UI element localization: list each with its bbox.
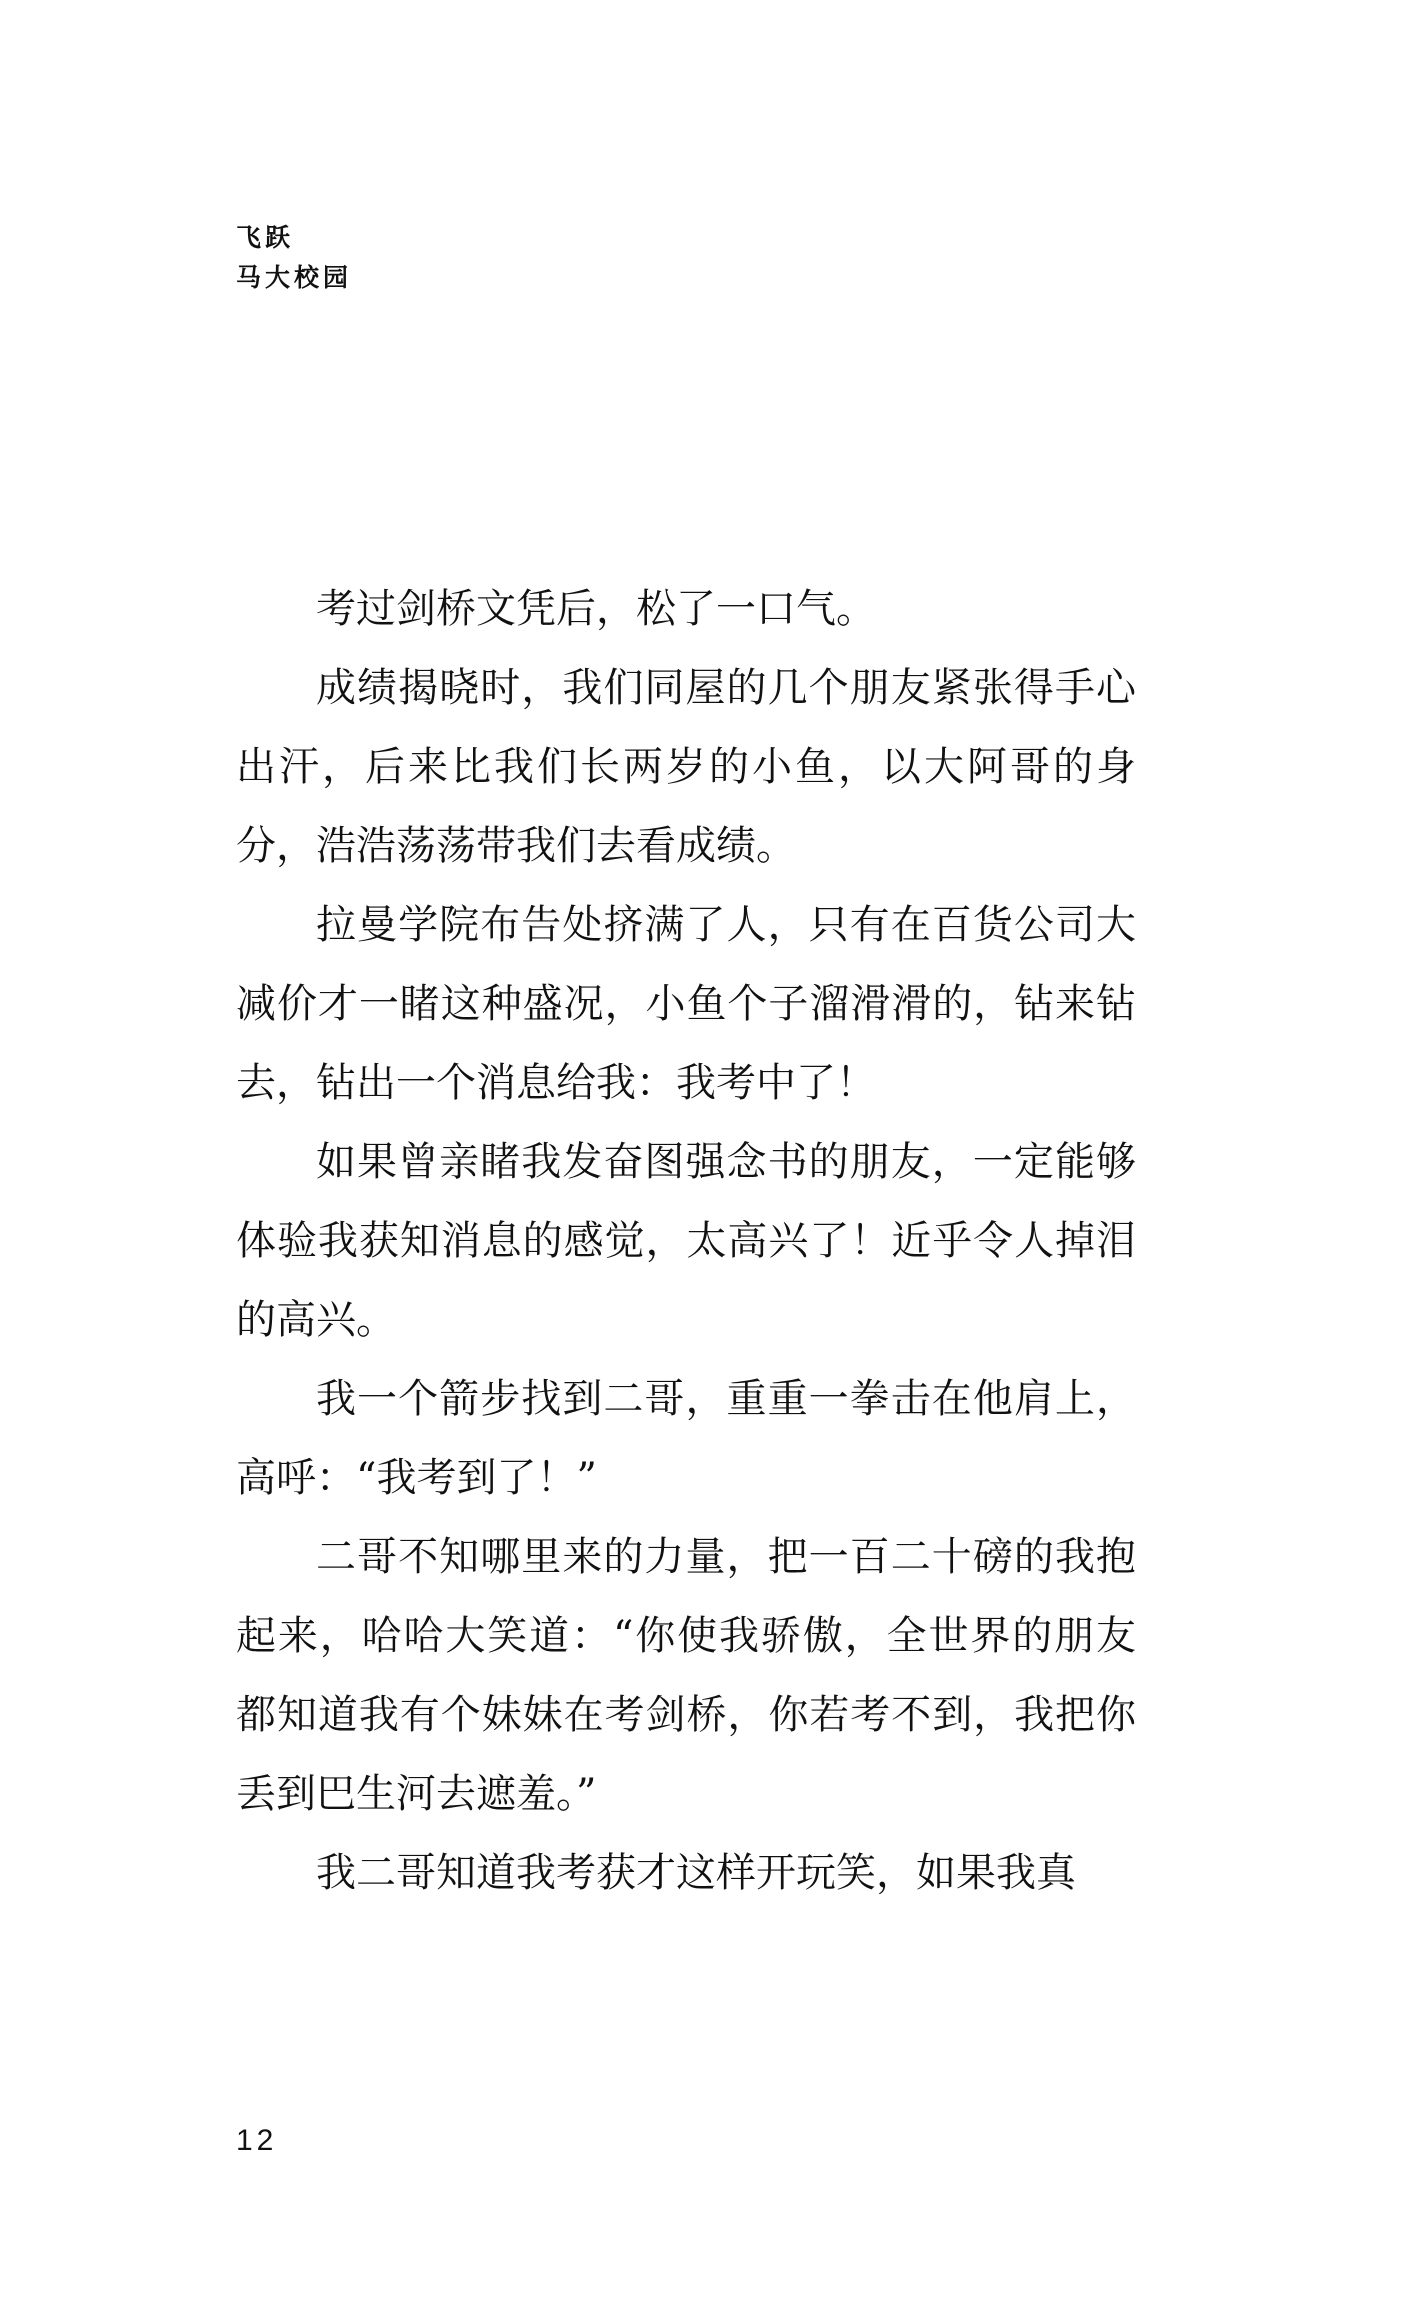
paragraph-5: 我一个箭步找到二哥，重重一拳击在他肩上，高呼：“我考到了！” [236, 1376, 1136, 1501]
paragraph-1: 考过剑桥文凭后，松了一口气。 [316, 586, 876, 632]
paragraph-3: 拉曼学院布告处挤满了人，只有在百货公司大减价才一睹这种盛况，小鱼个子溜滑滑的，钻来钻去，钻出一个消息给我：我考中了！ [236, 902, 1136, 1106]
paragraph-2: 成绩揭晓时，我们同屋的几个朋友紧张得手心出汗，后来比我们长两岁的小鱼，以大阿哥的身分，浩浩荡荡带我们去看成绩。 [236, 665, 1136, 869]
header-chapter-title: 马大校园 [236, 263, 353, 292]
page-number: 12 [236, 2124, 278, 2157]
body-text [236, 570, 1136, 1913]
paragraph-6: 二哥不知哪里来的力量，把一百二十磅的我抱起来，哈哈大笑道：“你使我骄傲，全世界的朋友都知道我有个妹妹在考剑桥，你若考不到，我把你丢到巴生河去遮羞。” [236, 1534, 1136, 1817]
header-book-title: 飞跃 [236, 223, 295, 252]
paragraph-4: 如果曾亲睹我发奋图强念书的朋友，一定能够体验我获知消息的感觉，太高兴了！近乎令人掉泪的高兴。 [236, 1139, 1136, 1343]
running-header [236, 218, 352, 298]
paragraph-7: 我二哥知道我考获才这样开玩笑，如果我真 [316, 1850, 1076, 1896]
